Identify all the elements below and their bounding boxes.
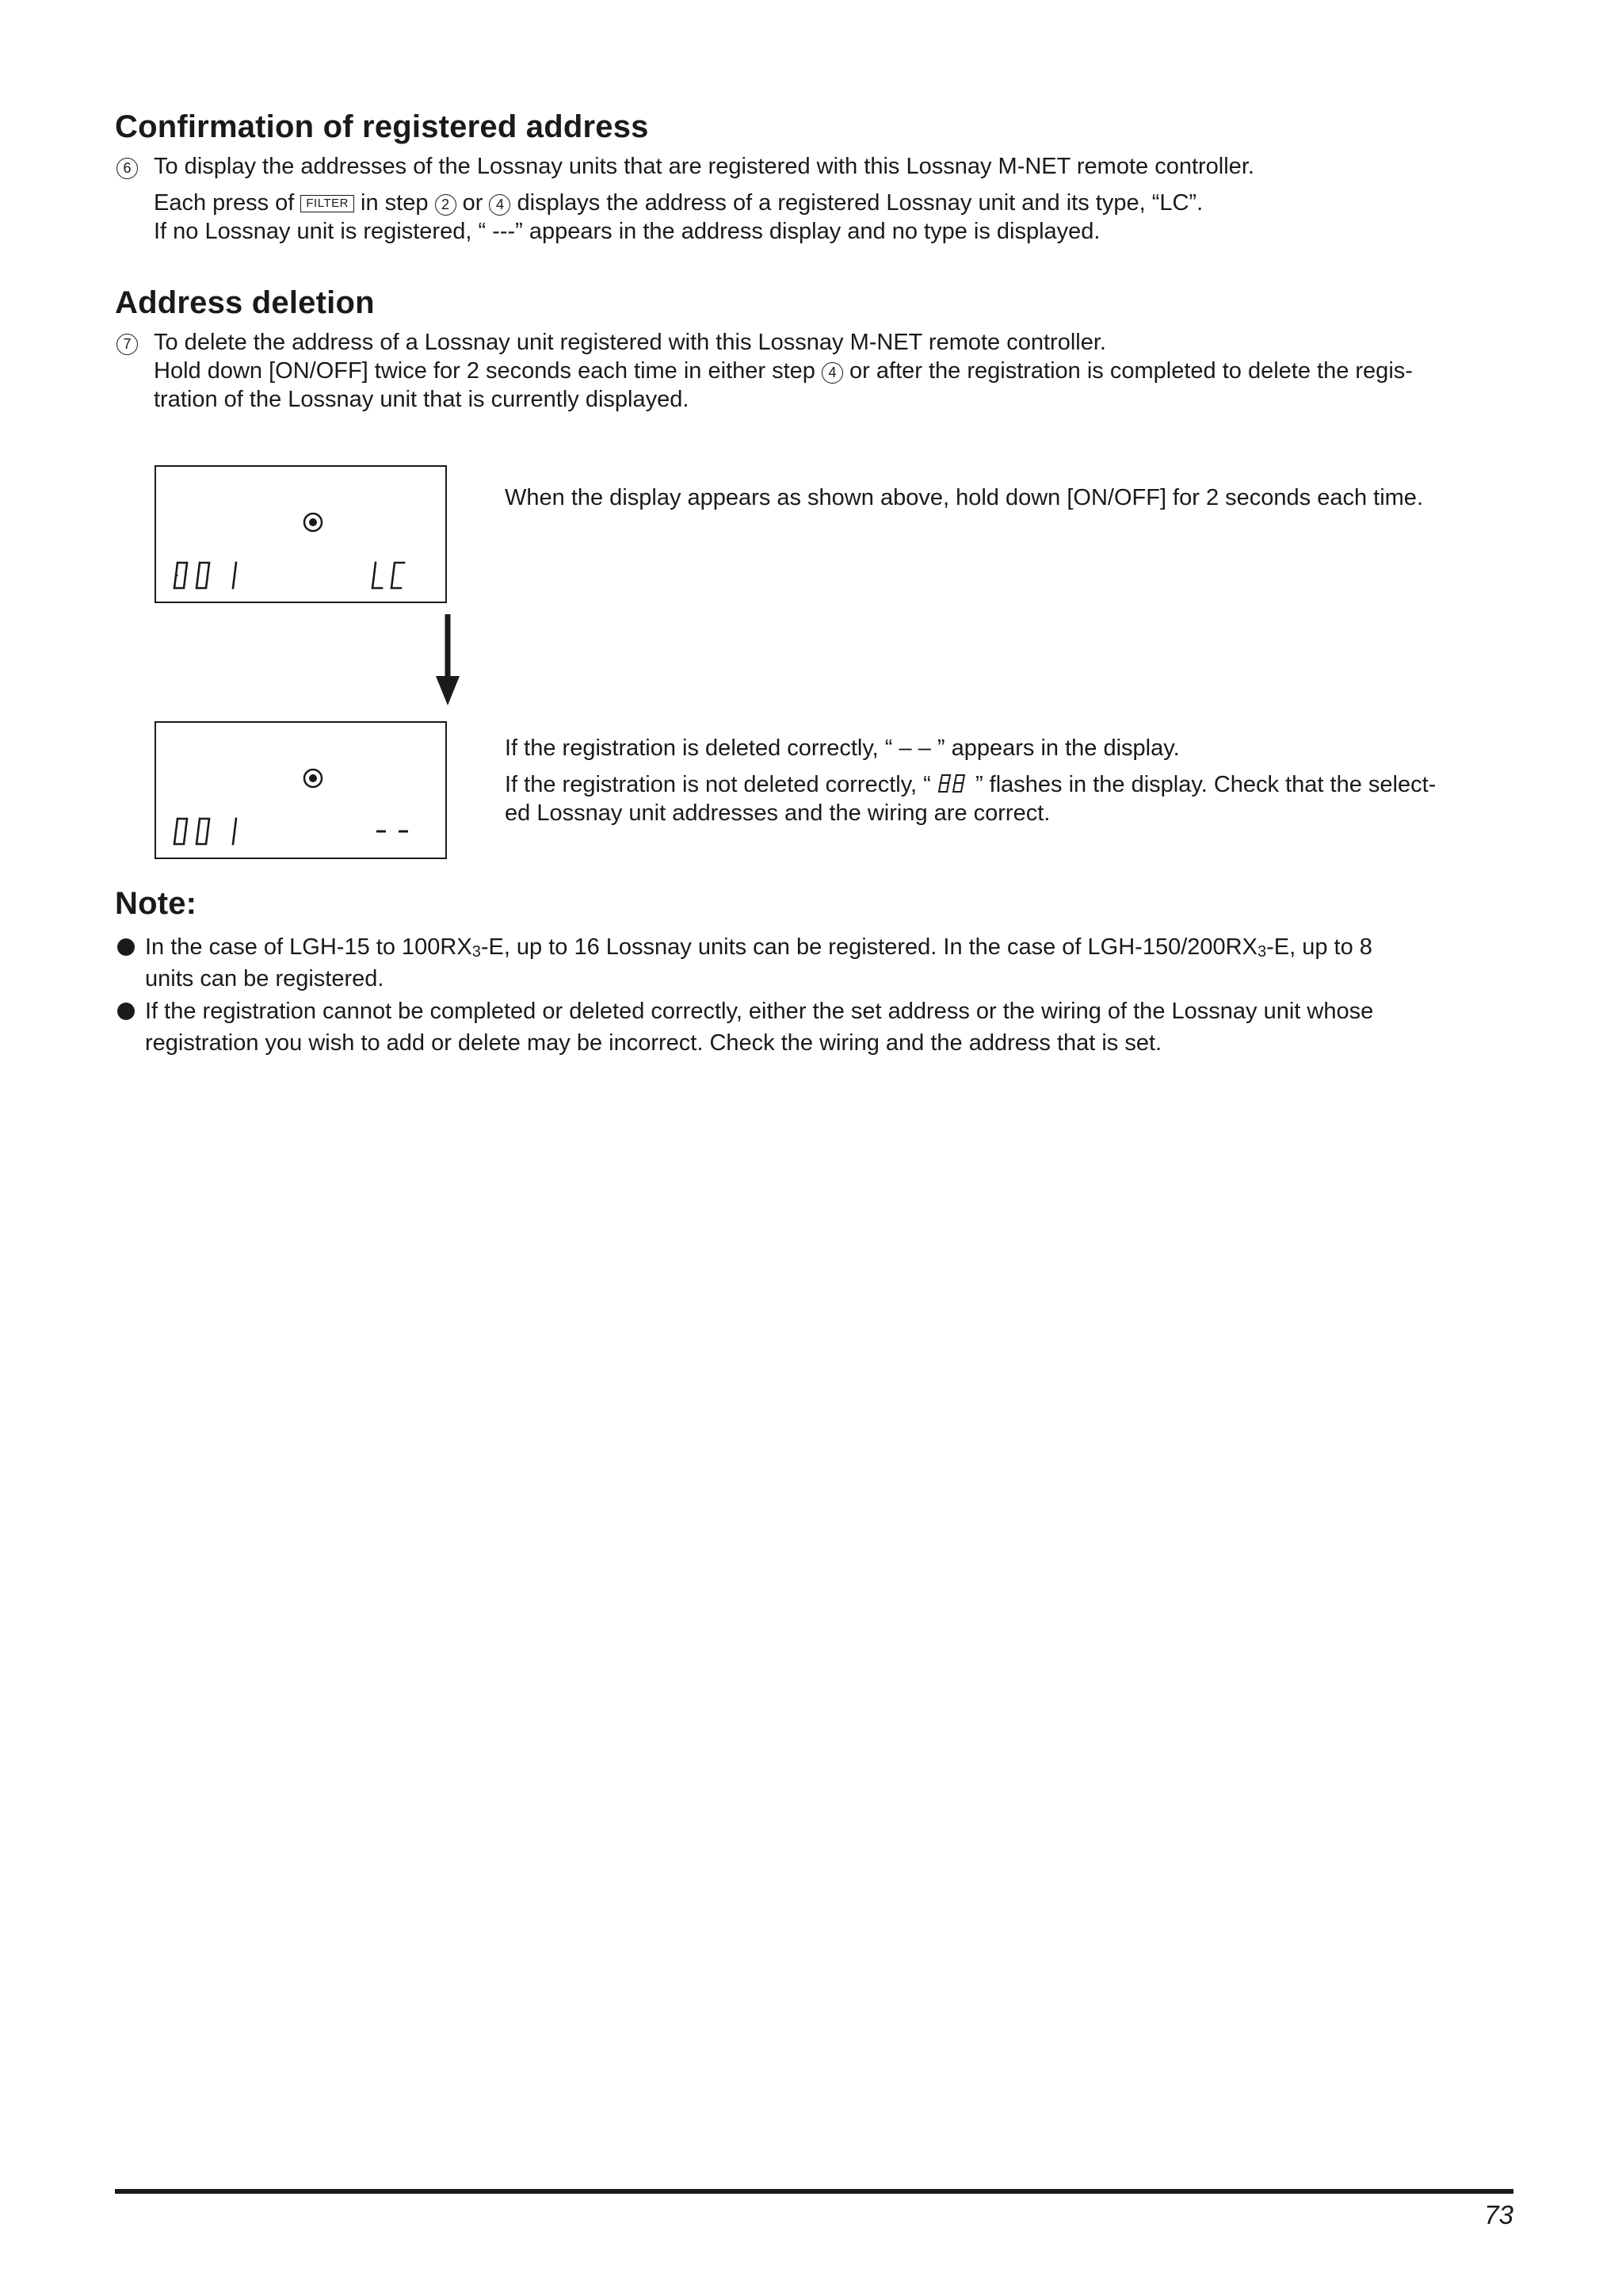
lcd-type-letters: [372, 563, 404, 588]
lcd-indicator-icon: [304, 770, 322, 787]
lcd-address-digits: [174, 563, 236, 588]
lcd-after-graphic: [156, 723, 448, 861]
display-after-caption-2: If the registration is not deleted correctly, “ ” flashes in the display. Check that the select-: [505, 772, 1437, 797]
deletion-line-2: Hold down [ON/OFF] twice for 2 seconds each time in either step 4 or after the registration is completed to delete the regis-: [154, 358, 1413, 384]
display-before-caption: When the display appears as shown above, hold down [ON/OFF] for 2 seconds each time.: [505, 485, 1423, 510]
page-number: 73: [1484, 2200, 1513, 2229]
bullet-icon: [117, 1003, 135, 1020]
step-ref-4-deletion: 4: [822, 362, 843, 384]
note-item-1-line-1: In the case of LGH-15 to 100RX3-E, up to 16 Lossnay units can be registered. In the case of LGH-150/200RX3-E, up to 8: [145, 934, 1372, 961]
note-item-2-line-2: registration you wish to add or delete may be incorrect. Check the wiring and the address that is set.: [145, 1030, 1162, 1056]
flash-88-icon: [937, 773, 969, 795]
step-ref-2: 2: [435, 194, 456, 216]
confirmation-line-3: If no Lossnay unit is registered, “ ---” appears in the address display and no type is displayed.: [154, 219, 1101, 244]
display-after-caption-1: If the registration is deleted correctly, “ – – ” appears in the display.: [505, 735, 1180, 761]
confirmation-line-2: Each press of FILTER in step 2 or 4 displays the address of a registered Lossnay unit and its type, “LC”.: [154, 190, 1204, 216]
note-item-2-line-1: If the registration cannot be completed or deleted correctly, either the set address or the wiring of the Lossnay unit whose: [145, 999, 1374, 1024]
lcd-before-graphic: [156, 467, 448, 605]
deletion-heading: Address deletion: [115, 285, 375, 320]
step-6-number: 6: [116, 152, 138, 181]
lcd-display-after: [155, 721, 447, 859]
lcd-display-before: [155, 465, 447, 603]
deletion-line-1: To delete the address of a Lossnay unit registered with this Lossnay M-NET remote controller.: [154, 330, 1106, 355]
confirmation-line-1: To display the addresses of the Lossnay units that are registered with this Lossnay M-NET remote controller.: [154, 154, 1254, 179]
arrow-down-icon: [432, 614, 464, 709]
confirmation-heading: Confirmation of registered address: [115, 109, 649, 144]
note-heading: Note:: [115, 886, 197, 921]
filter-key-icon: FILTER: [300, 195, 354, 212]
lcd-address-digits: [174, 819, 236, 844]
display-after-caption-3: ed Lossnay unit addresses and the wiring are correct.: [505, 800, 1051, 826]
deletion-line-3: tration of the Lossnay unit that is currently displayed.: [154, 387, 689, 412]
bullet-icon: [117, 938, 135, 956]
note-item-1-line-2: units can be registered.: [145, 966, 384, 991]
footer-rule: [115, 2189, 1513, 2194]
step-ref-4: 4: [489, 194, 510, 216]
step-7-number: 7: [116, 328, 138, 357]
lcd-indicator-icon: [304, 514, 322, 531]
